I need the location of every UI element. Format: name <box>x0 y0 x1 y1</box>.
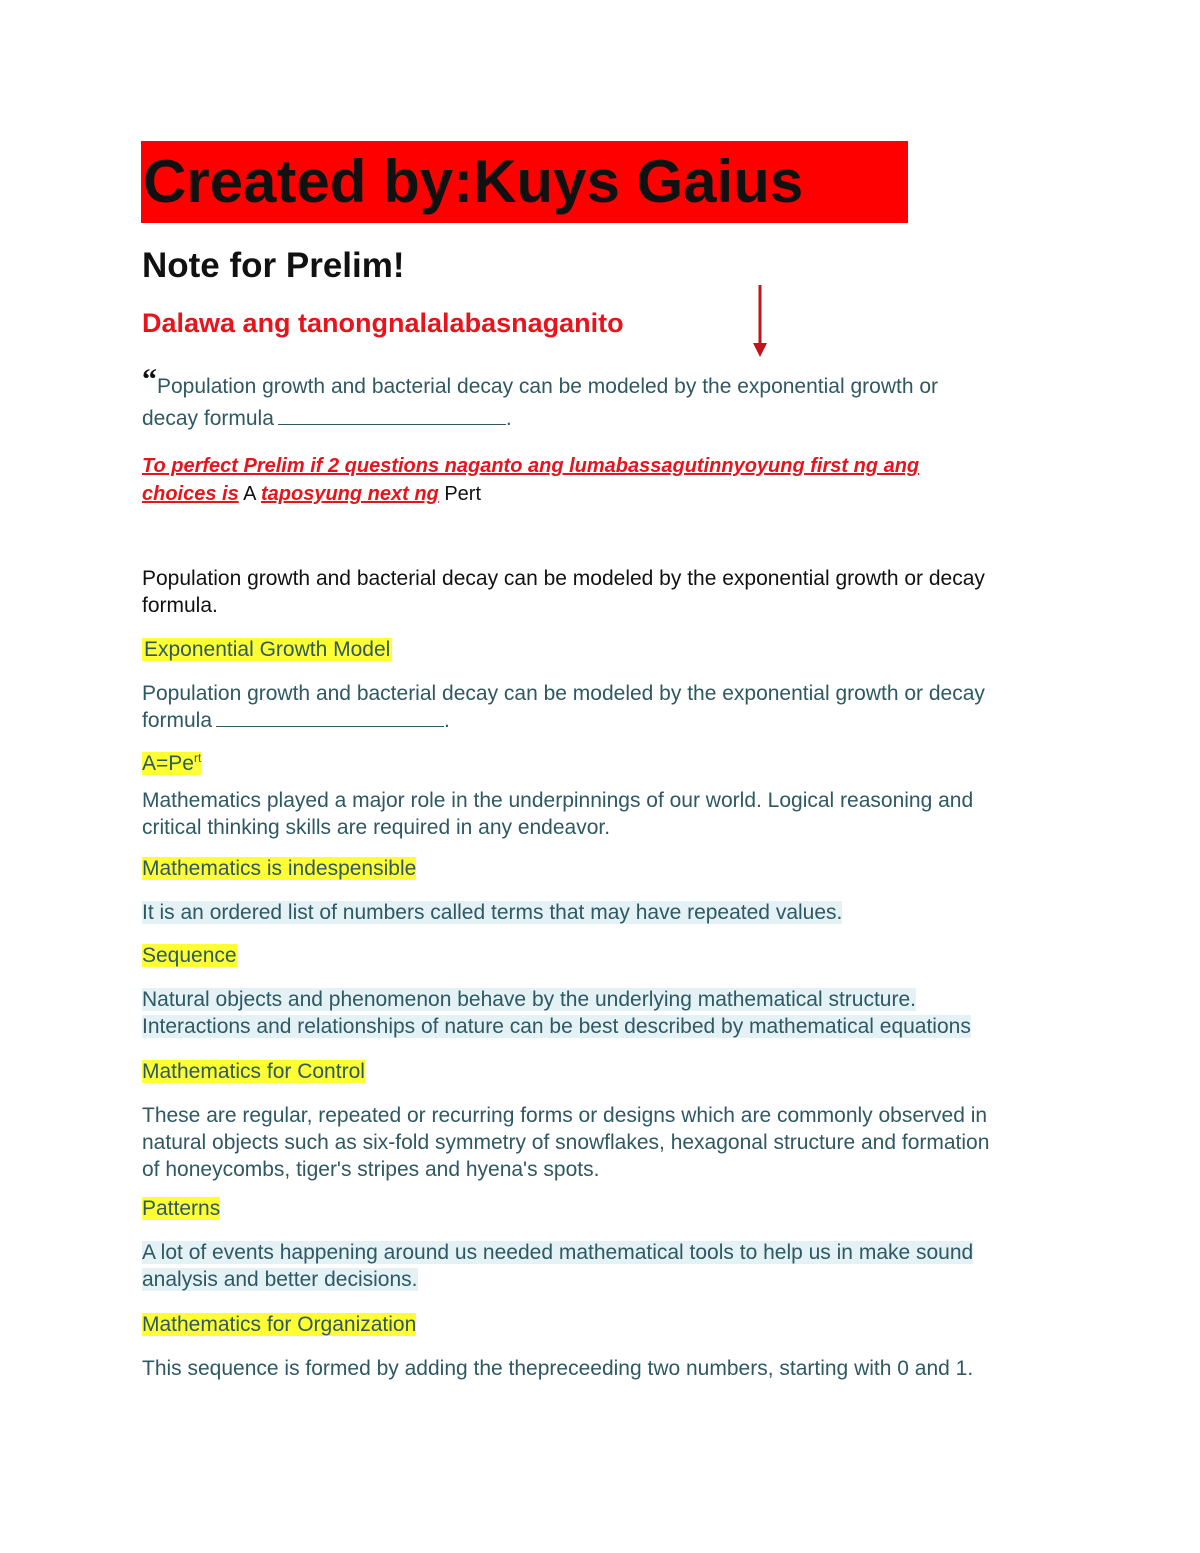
note-heading: Note for Prelim! <box>142 246 405 285</box>
indispensible-answer: Mathematics is indespensible <box>142 857 417 880</box>
title-banner <box>141 141 908 223</box>
patterns-answer: Patterns <box>142 1197 221 1220</box>
instruction-choices: choices is <box>142 483 239 505</box>
math-role-question: Mathematics played a major role in the underpinnings of our world. Logical reasoning and critical thinking skills are required in any endeavor. <box>142 789 974 839</box>
answer-blank-2 <box>216 708 444 727</box>
events-question: A lot of events happening around us needed mathematical tools to help us in make sound analysis and better decisions. <box>142 1241 974 1291</box>
intro-paragraph: Population growth and bacterial decay can be modeled by the exponential growth or decay formula. <box>142 567 985 617</box>
instruction-answer-1: A <box>243 483 256 505</box>
subtitle-heading: Dalawa ang tanongnalalabasnaganito <box>142 308 624 338</box>
formula-answer: $A=Pe^{rt}$ <box>142 751 202 775</box>
instruction-next: taposyung next ng <box>260 483 439 505</box>
ordered-list-question: It is an ordered list of numbers called terms that may have repeated values. <box>142 901 843 924</box>
question-2-block: Population growth and bacterial decay can be modeled by the exponential growth or decay formula . <box>142 682 985 732</box>
fibonacci-question: This sequence is formed by adding the thepreceeding two numbers, starting with 0 and 1. <box>142 1357 974 1380</box>
question-line-1: Population growth and bacterial decay can be modeled by the exponential growth or <box>157 375 939 398</box>
answer-blank <box>278 406 506 425</box>
instruction-block <box>142 452 1042 508</box>
instruction-answer-2: Pert <box>444 483 482 505</box>
control-answer: Mathematics for Control <box>142 1060 365 1083</box>
question-block: “Population growth and bacterial decay can be modeled by the exponential growth or decay formula . <box>142 363 939 430</box>
organization-answer: Mathematics for Organization <box>142 1313 417 1336</box>
instruction-line-1: To perfect Prelim if 2 questions naganto ang lumabassagutinnyoyung first ng ang <box>142 455 920 477</box>
quote-mark: “ <box>142 363 157 396</box>
question-line-2: decay formula <box>142 407 274 430</box>
title-text: Created by:Kuys Gaius <box>143 148 804 215</box>
exp-growth-label: Exponential Growth Model <box>144 638 391 661</box>
down-arrow-icon <box>750 283 770 359</box>
sequence-answer: Sequence <box>142 944 237 967</box>
patterns-question: These are regular, repeated or recurring forms or designs which are commonly observed in natural objects such as six-fold symmetry of snowflakes, hexagonal structure and formation of honeycombs, tiger's stripes and hyena's spots. <box>142 1104 990 1181</box>
natural-objects-question: Natural objects and phenomenon behave by the underlying mathematical structure. Interactions and relationships of nature can be best described by mathematical equations <box>142 988 971 1038</box>
